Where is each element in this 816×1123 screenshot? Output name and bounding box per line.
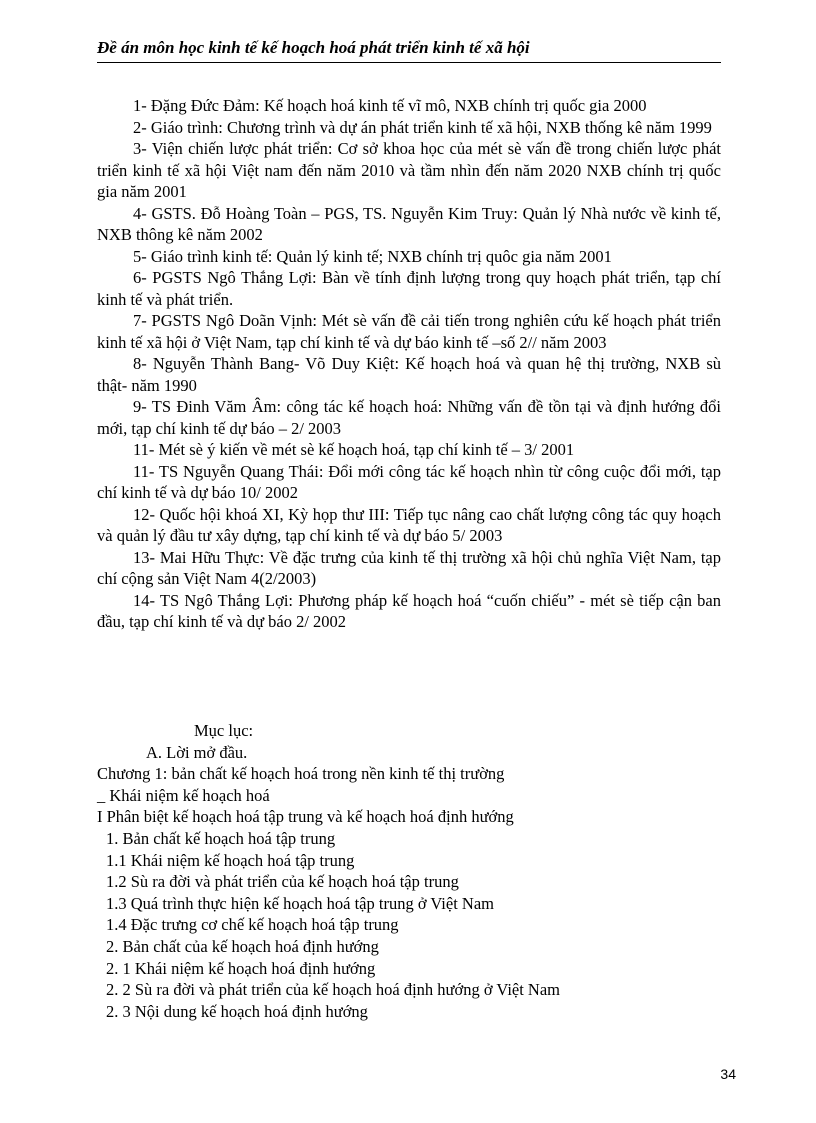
reference-item: 2- Giáo trình: Chương trình và dự án phát triển kinh tế xã hội, NXB thống kê năm 1999 <box>133 117 712 137</box>
toc-line: I Phân biệt kế hoạch hoá tập trung và kế hoạch hoá định hướng <box>97 807 514 827</box>
toc-line: 1. Bản chất kế hoạch hoá tập trung <box>106 828 336 848</box>
toc-title: Mục lục: <box>194 721 254 740</box>
reference-item: 3- Viện chiến lược phát triển: Cơ sở khoa học của mét sè vấn đề trong chiến lược phát triển kinh tế xã hội Việt nam đến năm 2010 và tầm nhìn đến năm 2020 NXB chính trị quốc gia năm 2001 <box>97 139 721 201</box>
reference-item: 14- TS Ngô Thắng Lợi: Phương pháp kế hoạch hoá “cuốn chiếu” - mét sè tiếp cận ban đầu, tạp chí kinh tế và dự báo 2/ 2002 <box>97 590 721 631</box>
reference-item: 13- Mai Hữu Thực: Về đặc trưng của kinh tế thị trường xã hội chủ nghĩa Việt Nam, tạp chí cộng sản Việt Nam 4(2/2003) <box>97 547 721 588</box>
toc-line: 2. 3 Nội dung kế hoạch hoá định hướng <box>106 1001 368 1021</box>
reference-item: 8- Nguyễn Thành Bang- Võ Duy Kiệt: Kế hoạch hoá và quan hệ thị trường, NXB sù thật- năm 1990 <box>97 354 721 395</box>
reference-item: 11- TS Nguyễn Quang Thái: Đổi mới công tác kế hoạch nhìn từ công cuộc đổi mới, tạp chí kinh tế và dự báo 10/ 2002 <box>97 461 721 502</box>
toc-line: 2. Bản chất của kế hoạch hoá định hướng <box>106 936 379 956</box>
toc-line: 1.2 Sù ra đời và phát triển của kế hoạch hoá tập trung <box>106 872 459 892</box>
reference-list <box>97 95 721 633</box>
toc-line: _ Khái niệm kế hoạch hoá <box>97 785 270 805</box>
reference-item: 4- GSTS. Đỗ Hoàng Toàn – PGS, TS. Nguyễn Kim Truy: Quản lý Nhà nước về kinh tế, NXB thông kê năm 2002 <box>97 203 721 244</box>
reference-item: 1- Đặng Đức Đảm: Kế hoạch hoá kinh tế vĩ mô, NXB chính trị quốc gia 2000 <box>133 96 647 115</box>
page-header-title: Đề án môn học kinh tế kế hoạch hoá phát triển kinh tế xã hội <box>97 38 530 57</box>
reference-item: 6- PGSTS Ngô Thắng Lợi: Bàn về tính định lượng trong quy hoạch phát triển, tạp chí kinh tế và phát triển. <box>97 268 721 309</box>
toc-line: 1.1 Khái niệm kế hoạch hoá tập trung <box>106 850 355 870</box>
toc-line: 2. 2 Sù ra đời và phát triển của kế hoạch hoá định hướng ở Việt Nam <box>106 980 561 1000</box>
header-divider <box>97 62 721 63</box>
toc-line: 1.3 Quá trình thực hiện kế hoạch hoá tập trung ở Việt Nam <box>106 893 494 913</box>
toc-lines <box>97 763 721 1022</box>
toc-line: Chương 1: bản chất kế hoạch hoá trong nền kinh tế thị trường <box>97 764 505 784</box>
toc-line: 1.4 Đặc trưng cơ chế kế hoạch hoá tập trung <box>106 915 399 935</box>
table-of-contents <box>97 720 721 1022</box>
reference-item: 5- Giáo trình kinh tế: Quản lý kinh tế; NXB chính trị quôc gia năm 2001 <box>133 246 612 266</box>
reference-item: 12- Quốc hội khoá XI, Kỳ họp thư III: Tiếp tục nâng cao chất lượng công tác quy hoạch và quản lý đầu tư xây dựng, tạp chí kinh tế và dự báo 5/ 2003 <box>97 504 721 545</box>
reference-item: 7- PGSTS Ngô Doãn Vịnh: Mét sè vấn đề cải tiến trong nghiên cứu kế hoạch phát triển kinh tế xã hội ở Việt Nam, tạp chí kinh tế và dự báo kinh tế –số 2// năm 2003 <box>97 311 721 352</box>
toc-intro: A. Lời mở đầu. <box>146 742 248 762</box>
toc-line: 2. 1 Khái niệm kế hoạch hoá định hướng <box>106 958 376 978</box>
reference-item: 9- TS Đinh Văm Âm: công tác kế hoạch hoá: Những vấn đề tồn tại và định hướng đổi mới, tạp chí kinh tế dự báo – 2/ 2003 <box>97 397 721 438</box>
page-number: 34 <box>720 1066 736 1082</box>
reference-item: 11- Mét sè ý kiến về mét sè kế hoạch hoá, tạp chí kinh tế – 3/ 2001 <box>133 440 575 459</box>
